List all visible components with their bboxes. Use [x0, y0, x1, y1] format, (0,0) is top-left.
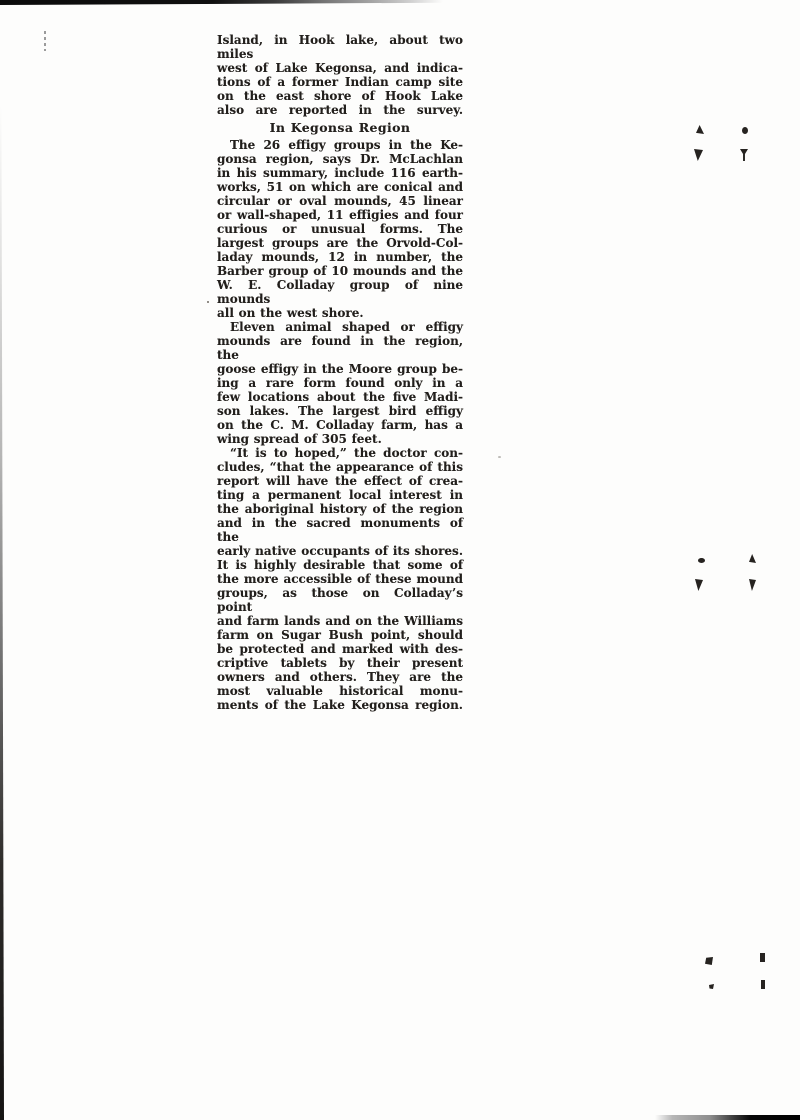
paragraph	[217, 446, 463, 712]
scan-edge-strip-left	[0, 105, 4, 1120]
text-line: or wall-shaped, 11 effigies and four	[217, 208, 463, 222]
text-line: cludes, “that the appearance of this	[217, 460, 463, 474]
text-line: on the east shore of Hook Lake	[217, 89, 463, 103]
article-column	[217, 33, 463, 712]
text-line: on the C. M. Colladay farm, has a	[217, 418, 463, 432]
text-line: Eleven animal shaped or effigy	[230, 320, 463, 334]
text-line: west of Lake Kegonsa, and indica-	[217, 61, 463, 75]
registration-mark	[761, 980, 765, 989]
text-line: also are reported in the survey.	[217, 103, 463, 117]
text-line: all on the west shore.	[217, 306, 364, 320]
paragraph	[217, 320, 463, 446]
text-line: It is highly desirable that some of	[217, 558, 463, 572]
text-line: W. E. Colladay group of nine mounds	[217, 278, 463, 306]
text-line: son lakes. The largest bird effigy	[217, 404, 463, 418]
text-line: farm on Sugar Bush point, should	[217, 628, 463, 642]
text-line: ting a permanent local interest in	[217, 488, 463, 502]
registration-mark	[740, 149, 748, 161]
text-line: and in the sacred monuments of the	[217, 516, 463, 544]
text-line: mounds are found in the region, the	[217, 334, 463, 362]
text-line: tions of a former Indian camp site	[217, 75, 463, 89]
text-line: “It is to hoped,” the doctor con-	[230, 446, 463, 460]
text-line: The 26 effigy groups in the Ke-	[230, 138, 463, 152]
text-line: curious or unusual forms. The	[217, 222, 463, 236]
text-line: gonsa region, says Dr. McLachlan	[217, 152, 463, 166]
registration-mark	[696, 125, 704, 134]
registration-mark	[694, 149, 703, 161]
text-line: Island, in Hook lake, about two miles	[217, 33, 463, 61]
text-line: criptive tablets by their present	[217, 656, 463, 670]
paragraph	[217, 33, 463, 117]
section-heading: In Kegonsa Region	[269, 120, 411, 135]
registration-mark	[709, 984, 714, 989]
scan-edge-bar-bottom	[655, 1115, 800, 1120]
registration-mark	[749, 579, 756, 591]
registration-mark	[760, 953, 765, 962]
text-line: few locations about the five Madi-	[217, 390, 463, 404]
text-line: circular or oval mounds, 45 linear	[217, 194, 463, 208]
stray-ink-dot	[498, 456, 501, 458]
registration-mark	[749, 554, 756, 563]
registration-mark	[698, 558, 705, 563]
text-line: most valuable historical monu-	[217, 684, 463, 698]
registration-mark	[695, 579, 703, 591]
text-line: in his summary, include 116 earth-	[217, 166, 463, 180]
text-line: laday mounds, 12 in number, the	[217, 250, 463, 264]
scan-edge-bar-top	[0, 0, 443, 5]
text-line: ments of the Lake Kegonsa region.	[217, 698, 463, 712]
text-line: works, 51 on which are conical and	[217, 180, 463, 194]
text-line: early native occupants of its shores.	[217, 544, 463, 558]
text-line: Barber group of 10 mounds and the	[217, 264, 463, 278]
text-line: largest groups are the Orvold-Col-	[217, 236, 463, 250]
text-line: groups, as those on Colladay’s point	[217, 586, 463, 614]
stray-ink-dot	[207, 301, 209, 303]
registration-mark	[742, 127, 748, 134]
text-line: be protected and marked with des-	[217, 642, 463, 656]
paragraph	[217, 138, 463, 320]
text-line: and farm lands and on the Williams	[217, 614, 463, 628]
text-line: the aboriginal history of the region	[217, 502, 463, 516]
text-line: the more accessible of these mound	[217, 572, 463, 586]
text-line: owners and others. They are the	[217, 670, 463, 684]
ink-smudge	[44, 31, 46, 51]
text-line: report will have the effect of crea-	[217, 474, 463, 488]
text-line: ing a rare form found only in a	[217, 376, 463, 390]
text-line: goose effigy in the Moore group be-	[217, 362, 463, 376]
registration-mark	[705, 957, 713, 965]
text-line: wing spread of 305 feet.	[217, 432, 382, 446]
